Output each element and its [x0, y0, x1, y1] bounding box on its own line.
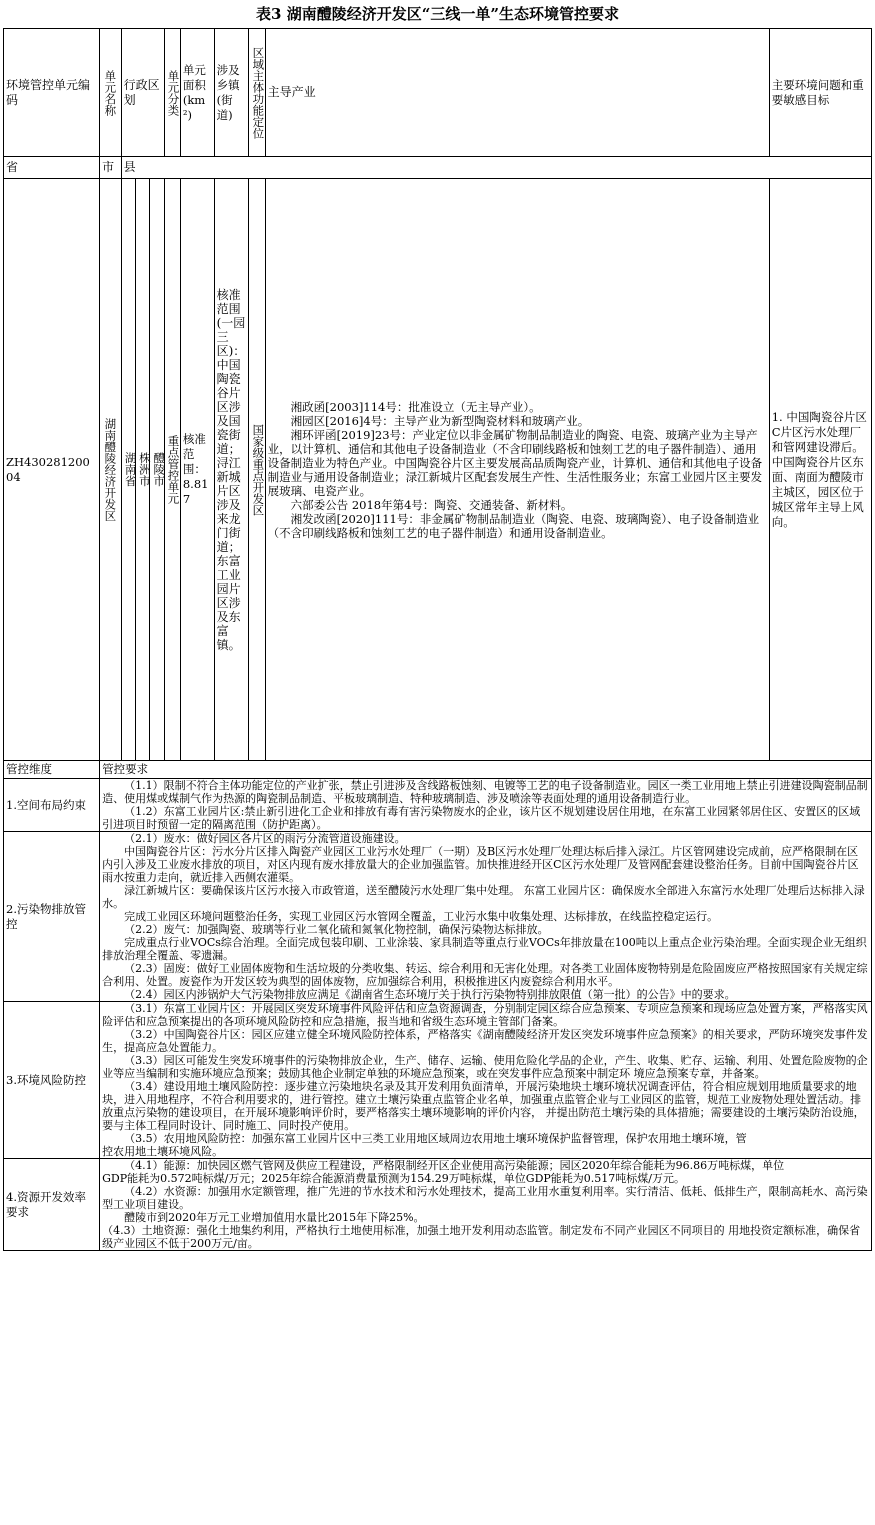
unit-province: 湖南省 [121, 179, 135, 761]
control-requirements [100, 832, 872, 1002]
unit-category: 重点管控单元 [164, 179, 180, 761]
requirement-para: GDP能耗为0.572吨标煤/万元；2025年综合能源消费量预测为154.29万吨标煤，单位GDP能耗为0.517吨标煤/万元。 [102, 1172, 685, 1185]
requirement-para: （2.3）固废：做好工业固体废物和生活垃圾的分类收集、转运、综合利用和无害化处理。对各类工业固体废物特别是危险固废应严格按照国家有关规定综合利用、处置。废瓷作为开发区较为典型的固体废物，应加强综合利用，积极推进区内废瓷综合利用水平。 [102, 962, 868, 988]
control-row [4, 1159, 872, 1251]
header-issues: 主要环境问题和重要敏感目标 [769, 29, 871, 157]
header-function: 区域主体功能定位 [249, 29, 265, 157]
industry-item: 湘政函[2003]114号：批准设立（无主导产业）。 [290, 399, 541, 414]
control-requirement-header: 管控要求 [100, 761, 872, 779]
control-table [3, 28, 872, 1251]
unit-code: ZH43028120004 [4, 179, 100, 761]
requirement-para: （3.2）中国陶瓷谷片区：园区应建立健全环境风险防控体系，严格落实《湖南醴陵经济开发区突发环境事件应急预案》的相关要求，严防环境突发事件发生，提高应急处置能力。 [102, 1028, 868, 1054]
subheader-row [4, 157, 872, 179]
requirement-para: （1.1）限制不符合主体功能定位的产业扩张，禁止引进涉及含线路板蚀刻、电镀等工艺的电子设备制造业。园区一类工业用地上禁止引进建设陶瓷制品制造、使用煤或煤制气作为热源的陶瓷制品制造、平板玻璃制造、特种玻璃制造、涉及喷涂等表面处理的通用设备制造行业。 [102, 779, 868, 805]
requirement-para: （3.3）园区可能发生突发环境事件的污染物排放企业，生产、储存、运输、使用危险化学品的企业，产生、收集、贮存、运输、利用、处置危险废物的企业等应当编制和实施环境应急预案；鼓励其他企业制定单独的环境应急预案，或在突发事件应急预案中制定环 境应急预案专章，并备案。 [102, 1054, 868, 1080]
requirement-para: （3.4）建设用地土壤风险防控：逐步建立污染地块名录及其开发利用负面清单，开展污染地块土壤环境状况调查评估，符合相应规划用地质量要求的地块，进入用地程序，不符合利用要求的，进行管控。建立土壤污染重点监管企业名单，加强重点监管企业与工业园区的监管，规范工业废物处理处置活动。排放重点污染物的建设项目，在开展环境影响评价时，要严格落实土壤环境影响的评价内容， 并提出防范土壤污染的具体措施；需要建设的土壤污染防治设施，要与主体工程同时设计、同时施工、同时投产使用。 [102, 1080, 865, 1132]
requirement-para: （1.2）东富工业园片区:禁止新引进化工企业和排放有毒有害污染物废水的企业，该片区不规划建设居住用地，在东富工业园紧邻居住区、安置区的区域引进项目时预留一定的隔离范围（防护距离）。 [102, 805, 861, 831]
subheader-province: 省 [4, 157, 100, 179]
industry-item: 湘园区[2016]4号：主导产业为新型陶瓷材料和玻璃产业。 [290, 413, 590, 428]
requirement-para: 完成重点行业VOCs综合治理。全面完成包装印刷、工业涂装、家具制造等重点行业VOCs年排放量在100吨以上重点企业污染治理。全面实现企业无组织排放治理全覆盖、零遗漏。 [102, 936, 867, 962]
control-dimension: 2.污染物排放管控 [4, 832, 100, 1002]
requirement-para: （3.1）东富工业园片区：开展园区突发环境事件风险评估和应急资源调查，分别制定园区综合应急预案、专项应急预案和现场应急处置方案，严格落实风险评估和应急预案提出的各项环境风险防控和应急措施，报当地和省级生态环境主管部门备案。 [102, 1002, 868, 1028]
requirement-para: 中国陶瓷谷片区：污水分片区排入陶瓷产业园区工业污水处理厂（一期）及B区污水处理厂处理达标后排入渌江。片区管网建设完成前，应严格限制在区内引入涉及工业废水排放的项目，对区内现有废水排放量大的企业加强监管。加快推进经开区C区污水处理厂及管网配套建设整治任务。目前中国陶瓷谷片区雨水按重力走向，就近排入西侧农灌渠。 [102, 845, 859, 884]
requirement-para: （4.3）土地资源：强化土地集约利用，严格执行土地使用标准，加强土地开发利用动态监管。制定发布不同产业园区不同项目的 用地投资定额标准，确保省级产业园区不低于200万元/亩。 [102, 1224, 861, 1250]
unit-name: 湖南醴陵经济开发区 [100, 179, 121, 761]
header-category: 单元分类 [164, 29, 180, 157]
control-requirements [100, 779, 872, 832]
requirement-para: 控农用地土壤环境风险。 [102, 1145, 224, 1158]
control-dimension-header: 管控维度 [4, 761, 100, 779]
unit-area: 核准范围：8.817 [180, 179, 214, 761]
control-dimension: 4.资源开发效率要求 [4, 1159, 100, 1251]
subheader-county: 县 [121, 157, 871, 179]
requirement-para: （3.5）农用地风险防控：加强东富工业园片区中三类工业用地区域周边农用地土壤环境保护监督管理，保护农用地土壤环境，管 [124, 1132, 747, 1145]
control-requirements [100, 1159, 872, 1251]
requirement-para: （2.2）废气：加强陶瓷、玻璃等行业二氧化硫和氮氧化物控制，确保污染物达标排放。 [124, 923, 549, 936]
table-title: 表3 湖南醴陵经济开发区“三线一单”生态环境管控要求 [256, 5, 619, 23]
requirement-para: （2.4）园区内涉锅炉大气污染物排放应满足《湖南省生态环境厅关于执行污染物特别排放限值（第一批）的公告》中的要求。 [124, 988, 736, 1001]
header-admin: 行政区划 [121, 29, 164, 157]
requirement-para: 醴陵市到2020年万元工业增加值用水量比2015年下降25%。 [124, 1211, 425, 1224]
issue-item: 中国陶瓷谷片区东面、南面为醴陵市主城区，园区位于城区常年主导上风向。 [771, 454, 864, 529]
industry-item: 湘发改函[2020]111号：非金属矿物制品制造业（陶瓷、电瓷、玻璃陶瓷）、电子设备制造业（不含印刷线路板和蚀刻工艺的电子器件制造）和通用设备制造业。 [267, 511, 760, 540]
subheader-city: 市 [100, 157, 121, 179]
requirement-para: （4.1）能源：加快园区燃气管网及供应工程建设，严格限制经开区企业使用高污染能源；园区2020年综合能耗为96.86万吨标煤，单位 [124, 1159, 785, 1172]
control-row [4, 1002, 872, 1159]
unit-county: 醴陵市 [150, 179, 164, 761]
header-name: 单元名称 [100, 29, 121, 157]
header-town: 涉及乡镇(街道) [214, 29, 249, 157]
unit-issues [769, 179, 871, 761]
control-requirements [100, 1002, 872, 1159]
control-header-row [4, 761, 872, 779]
unit-city: 株洲市 [135, 179, 149, 761]
requirement-para: （4.2）水资源：加强用水定额管理，推广先进的节水技术和污水处理技术，提高工业用水重复利用率。实行清洁、低耗、低排生产，限制高耗水、高污染型工业项目建设。 [102, 1185, 868, 1211]
control-dimension: 1.空间布局约束 [4, 779, 100, 832]
requirement-para: 完成工业园区环境问题整治任务，实现工业园区污水管网全覆盖，工业污水集中收集处理、达标排放，在线监控稳定运行。 [124, 910, 719, 923]
industry-item: 湘环评函[2019]23号：产业定位以非金属矿物制品制造业的陶瓷、电瓷、玻璃产业为主导产业，以计算机、通信和其他电子设备制造业（不含印刷线路板和蚀刻工艺的电子器件制造）、通用设备制造业为特色产业。中国陶瓷谷片区主要发展高品质陶瓷产业，计算机、通信和其他电子设备制造业与通用设备制造业；渌江新城片区配套发展生产性、生活性服务业；东富工业园片区主要发展玻璃、电瓷产业。 [267, 427, 763, 498]
unit-function: 国家级重点开发区 [249, 179, 265, 761]
unit-row [4, 179, 872, 761]
control-dimension: 3.环境风险防控 [4, 1002, 100, 1159]
unit-town: 核准范围(一园三区)：中国陶瓷谷片区涉及国瓷街道；浔江新城片区涉及来龙门街道；东富工业园片区涉及东富镇。 [214, 179, 249, 761]
header-industry: 主导产业 [265, 29, 769, 157]
header-area: 单元面积(km²) [180, 29, 214, 157]
issue-item: 1. 中国陶瓷谷片区C片区污水处理厂和管网建设滞后。 [771, 409, 867, 454]
control-row [4, 832, 872, 1002]
unit-industry [265, 179, 769, 761]
industry-item: 六部委公告 2018年第4号：陶瓷、交通装备、新材料。 [290, 497, 573, 512]
requirement-para: 渌江新城片区：要确保该片区污水接入市政管道，送至醴陵污水处理厂集中处理。 东富工业园片区：确保废水全部进入东富污水处理厂处理后达标排入渌水。 [102, 884, 865, 910]
control-row [4, 779, 872, 832]
header-row [4, 29, 872, 157]
header-code: 环境管控单元编码 [4, 29, 100, 157]
requirement-para: （2.1）废水：做好园区各片区的雨污分流管道设施建设。 [124, 832, 406, 845]
